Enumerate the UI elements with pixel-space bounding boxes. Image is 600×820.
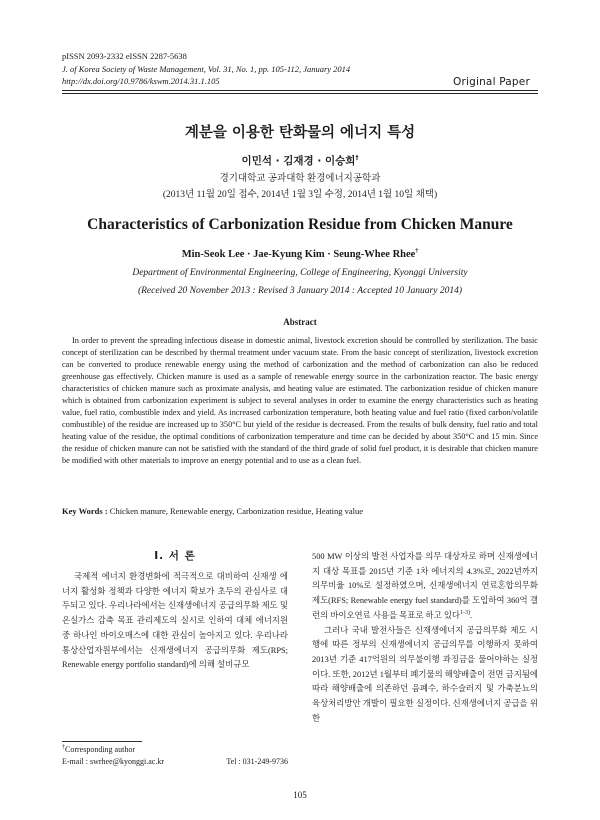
- korean-author-names: 이민석 · 김재경 · 이승희: [241, 155, 356, 167]
- journal-citation: J. of Korea Society of Waste Management, Vol. 31, No. 1, pp. 105-112, January 2014: [62, 63, 351, 74]
- keywords-label: Key Words :: [62, 506, 108, 516]
- footnote-mark: †: [62, 744, 65, 751]
- header-rule-bottom: [62, 93, 538, 94]
- citation-ref: 1-3): [460, 610, 471, 617]
- korean-corresponding-mark: †: [355, 154, 359, 162]
- footnote-email: E-mail : swrhee@kyonggi.ac.kr: [62, 757, 165, 766]
- english-author-names: Min-Seok Lee · Jae-Kyung Kim · Seung-Whee Rhee: [181, 249, 416, 260]
- intro-right-column: [312, 550, 538, 726]
- korean-affiliation: 경기대학교 공과대학 환경에너지공학과: [219, 174, 381, 184]
- paper-type-label: Original Paper: [453, 76, 530, 88]
- footnote: [62, 744, 288, 768]
- english-title: Characteristics of Carbonization Residue from Chicken Manure: [87, 216, 513, 233]
- korean-authors: [0, 153, 600, 168]
- footnote-corresponding: [62, 744, 288, 756]
- abstract-heading: Abstract: [283, 317, 317, 327]
- keywords: [62, 506, 538, 516]
- page-number: 105: [293, 790, 307, 800]
- intro-right-paragraph-1: [312, 550, 538, 624]
- korean-dates: (2013년 11월 20일 접수, 2014년 1월 3일 수정, 2014년 1월 10일 채택): [162, 190, 438, 200]
- intro-right-paragraph-1-end: .: [470, 610, 473, 620]
- intro-left-column: 국제적 에너지 환경변화에 적극적으로 대비하여 신재생 에너지 활성화 정책과 다양한 에너지 확보가 초두의 관심사로 대두되고 있다. 우리나라에서는 신재생에너지 공급의무화 제도 및 온실가스 감축 목표 관리제도의 실시로 인하여 대체 에너지원 중 하나인 바이오매스에 대한 관심이 높아지고 있다. 우리나라 통상산업자원부에서는 신재생에너지 공급의무화 제도(RPS; Renewable energy portfolio standard)에 의해 설비규모: [62, 572, 288, 670]
- section-heading-intro: I. 서 론: [154, 550, 196, 562]
- korean-title: 계분을 이용한 탄화물의 에너지 특성: [184, 125, 416, 141]
- keywords-list: Chicken manure, Renewable energy, Carbonization residue, Heating value: [109, 506, 364, 516]
- footnote-contact: [62, 756, 288, 768]
- footnote-label: Corresponding author: [65, 745, 135, 754]
- journal-header: [62, 50, 350, 88]
- doi-link[interactable]: http://dx.doi.org/10.9786/kswm.2014.31.1.105: [62, 76, 220, 86]
- abstract-text: In order to prevent the spreading infectious disease in domestic animal, livestock excretion should be controlled by sterilization. The basic concept of sterilization can be described by thermal treatment under vacuum state. From the basic concept of sterilization, livestock excretion can be converted to produce renewable energy using the method of carbonization and the method of carbonization can also be reduced greenhouse gas effectively. Chicken manure is used as a sample of renewable energy source in the carbonization reactor. The basic energy characteristics of chicken manure such as proximate analysis, and heating value are estimated. The carbonization residue of chicken manure which is obtained from carbonization experiment is subject to several analyses in order to examine the energy characteristics such as heating value, fuel ratio, combustible index and yield. As increased carbonization temperature, both heating value and fuel ratio (fixed carbon/volatile combustible) of the residue are increased up to 350°C but yield of the residue is decreased. From the results of bulk density, fuel ratio and total heating value of the residue, the optimal conditions of carbonization temperature and time can be decided by about 350°C and 15 min. Since the residue of chicken manure can not be satisfied with the standard of the third grade of solid fuel product, it is desirable that chicken manure be modified with other materials to improve an energy potential and to use as a clean fuel.: [62, 336, 538, 466]
- issn-line: pISSN 2093-2332 eISSN 2287-5638: [62, 51, 187, 61]
- english-dates: (Received 20 November 2013 : Revised 3 January 2014 : Accepted 10 January 2014): [137, 286, 463, 296]
- footnote-tel: Tel : 031-249-9736: [226, 757, 288, 766]
- english-corresponding-mark: †: [415, 248, 419, 255]
- intro-right-paragraph-1-text: 500 MW 이상의 발전 사업자를 의무 대상자로 하며 신재생에너지 대상 목표를 2015년 기준 1차 에너지의 4.3%로, 2022년까지 의무비율 10%로 설정하였으며, 신재생에너지 연료혼합의무화 제도(RFS; Renewable energy fuel standard)를 도입하여 360억 갤런의 바이오연료 사용을 목표로 하고 있다: [312, 552, 538, 620]
- english-authors: [0, 249, 600, 260]
- header-rule-top: [62, 90, 538, 91]
- english-affiliation: Department of Environmental Engineering, College of Engineering, Kyonggi University: [132, 268, 468, 278]
- intro-right-paragraph-2: 그러나 국내 발전사들은 신재생에너지 공급의무화 제도 시행에 따른 정부의 신재생에너지 공급의무를 이행하지 못하여 2013년 기준 417억원의 의무불이행 과징금을 물어야하는 실정이다. 또한, 2012년 1월부터 폐기물의 해양배출이 전면 금지됨에 따라 해양배출에 의존하던 음폐수, 하수슬러지 및 가축분뇨의 육상처리방안 개발이 필요한 실정이다. 신재생에너지 공급을 위한: [312, 625, 538, 723]
- footnote-rule: [62, 741, 142, 742]
